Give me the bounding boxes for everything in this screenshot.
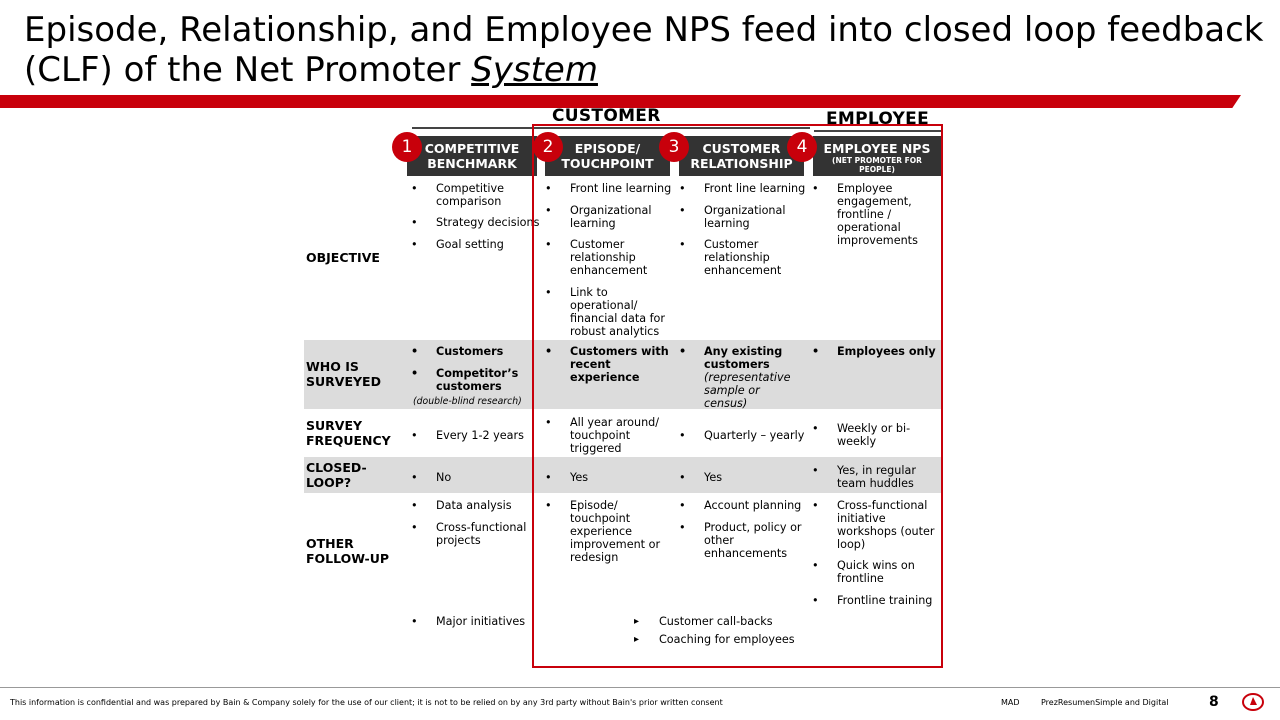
list-item: • Customers with recent experience: [570, 345, 670, 384]
list-item: • Competitor’s customers: [436, 367, 531, 393]
group-employee: EMPLOYEE: [826, 109, 929, 129]
item-note: (representative sample or census): [704, 371, 791, 410]
header-competitive-benchmark: [407, 136, 537, 176]
label-line: SURVEYED: [306, 374, 381, 389]
list-item: • Yes: [570, 471, 695, 484]
list-item: • Cross-functional initiative workshops (outer loop): [837, 499, 935, 551]
footer-disclaimer: This information is confidential and was prepared by Bain & Company solely for the use of our client; it is not to be relied on by any 3rd party without Bain's prior written consent: [10, 698, 723, 707]
list-item: • Yes: [704, 471, 829, 484]
list-item: • Weekly or bi-weekly: [837, 422, 922, 448]
list-item: • Frontline training: [837, 594, 962, 607]
row-label-closed-loop: [306, 460, 367, 490]
header-line2: TOUCHPOINT: [561, 156, 654, 171]
note-double-blind: (double-blind research): [413, 396, 522, 407]
group-customer: CUSTOMER: [552, 106, 661, 126]
item-text: Any existing customers: [704, 345, 783, 371]
header-line1: EMPLOYEE NPS: [823, 140, 931, 156]
bain-logo-icon: [1242, 693, 1264, 711]
label-line: FREQUENCY: [306, 433, 391, 448]
label-line: FOLLOW-UP: [306, 551, 390, 566]
label-line: SURVEY: [306, 418, 363, 433]
badge-2: 2: [533, 132, 563, 162]
list-item: • Customers: [436, 345, 561, 358]
label-line: OTHER: [306, 536, 354, 551]
header-line2: BENCHMARK: [427, 156, 517, 171]
list-item: • Customer relationship enhancement: [570, 238, 650, 277]
page-number: 8: [1209, 694, 1219, 710]
row-label-objective: OBJECTIVE: [306, 250, 380, 265]
list-item: • Front line learning: [570, 182, 695, 195]
list-item: • Employees only: [837, 345, 962, 358]
header-line1: CUSTOMER: [702, 141, 781, 156]
list-item: • Link to operational/ financial data for robust analytics: [570, 286, 668, 338]
arrow-item: ▸ Customer call-backs: [659, 615, 773, 628]
list-item: • Data analysis: [436, 499, 561, 512]
list-item: • Organizational learning: [570, 204, 665, 230]
list-item: • Account planning: [704, 499, 829, 512]
label-line: LOOP?: [306, 475, 352, 490]
header-line2: RELATIONSHIP: [690, 156, 793, 171]
label-line: WHO IS: [306, 359, 359, 374]
list-item: • Episode/ touchpoint experience improvement or redesign: [570, 499, 665, 564]
arrow-item: ▸ Coaching for employees: [659, 633, 795, 646]
footer-office: MAD: [1001, 698, 1020, 707]
list-item: • Cross-functional projects: [436, 521, 531, 547]
footer-file: PrezResumenSimple and Digital: [1041, 698, 1169, 707]
list-item: • Major initiatives: [436, 615, 561, 628]
list-item: • Quarterly – yearly: [704, 429, 829, 442]
list-item: • Front line learning: [704, 182, 829, 195]
list-item: • Customer relationship enhancement: [704, 238, 784, 277]
list-item: • Employee engagement, frontline / operational improvements: [837, 182, 932, 247]
highlight-box: [532, 124, 943, 668]
row-label-surveyed: [306, 359, 381, 389]
list-item: • Yes, in regular team huddles: [837, 464, 927, 490]
list-item: • Quick wins on frontline: [837, 559, 922, 585]
slide-title: [24, 10, 1264, 90]
row-label-followup: [306, 536, 389, 566]
list-item: • Product, policy or other enhancements: [704, 521, 802, 560]
badge-1: 1: [392, 132, 422, 162]
list-item: • Competitive comparison: [436, 182, 536, 208]
header-line1: COMPETITIVE: [424, 141, 520, 156]
list-item: • Every 1-2 years: [436, 429, 561, 442]
row-label-frequency: [306, 418, 391, 448]
label-line: CLOSED-: [306, 460, 367, 475]
header-line1: EPISODE/: [574, 141, 641, 156]
title-italic: System: [471, 50, 598, 90]
header-line2: (NET PROMOTER FOR PEOPLE): [832, 155, 922, 174]
list-item: • All year around/ touchpoint triggered: [570, 416, 662, 455]
list-item: • Goal setting: [436, 238, 561, 251]
list-item: • Strategy decisions: [436, 216, 561, 229]
title-text: Episode, Relationship, and Employee NPS feed into closed loop feedback (CLF) of the Net Promoter: [24, 10, 1264, 90]
footer-divider: [0, 687, 1280, 688]
list-item: • Organizational learning: [704, 204, 799, 230]
badge-4: 4: [787, 132, 817, 162]
badge-3: 3: [659, 132, 689, 162]
list-item: • No: [436, 471, 561, 484]
